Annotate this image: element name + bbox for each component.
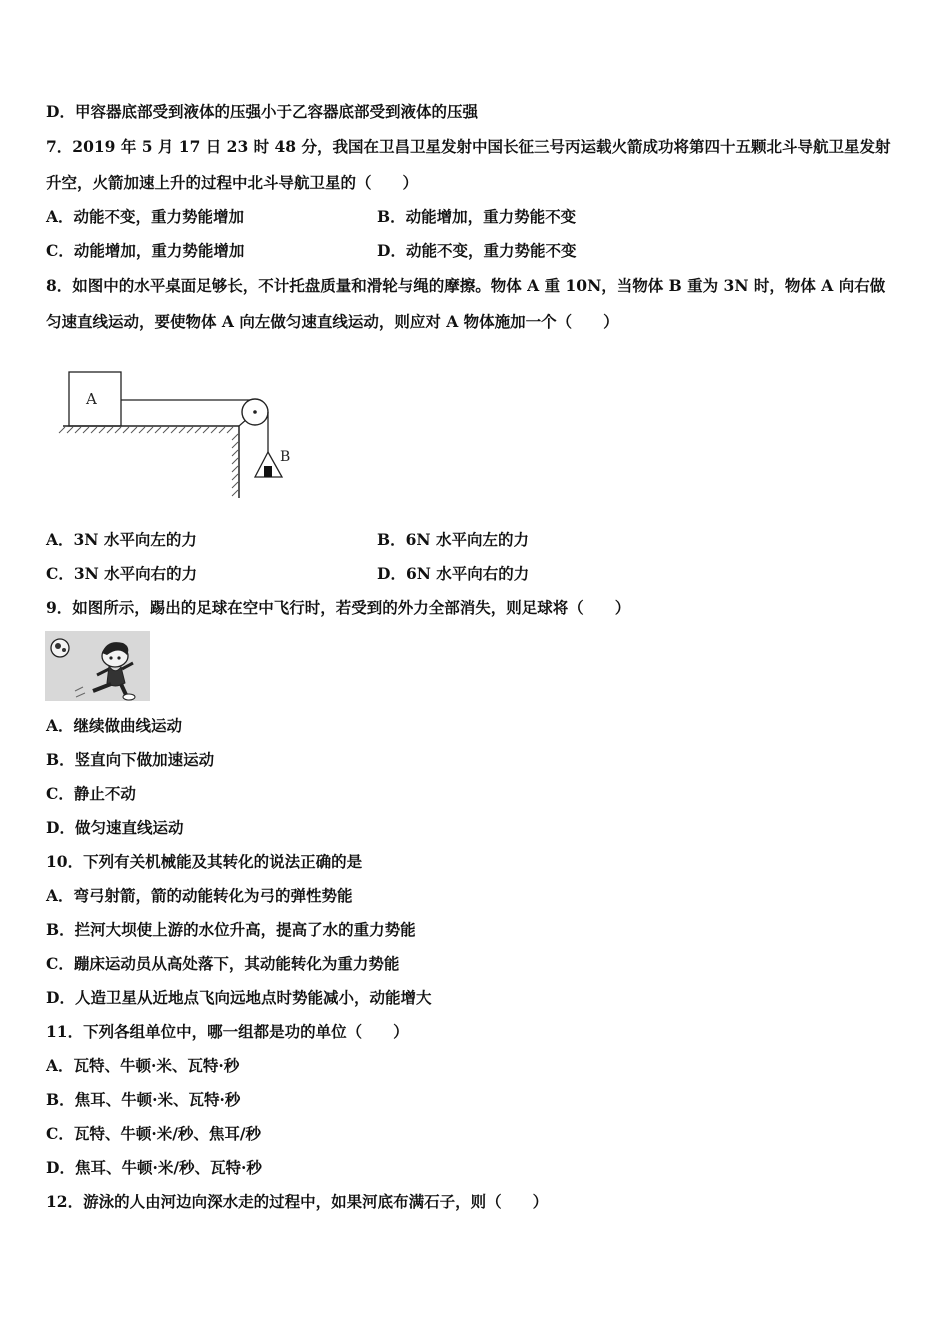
q11-option-c: C．瓦特、牛顿·米/秒、焦耳/秒 [46,1124,262,1143]
q11-option-a: A．瓦特、牛顿·米、瓦特·秒 [46,1056,240,1075]
soccer-kick-illustration [45,631,150,701]
q8-stem-line2: 匀速直线运动，要使物体 A 向左做匀速直线运动，则应对 A 物体施加一个（ ） [46,312,619,331]
q8-option-c: C．3N 水平向右的力 [46,564,198,583]
q7-stem-line2: 升空，火箭加速上升的过程中北斗导航卫星的（ ） [46,173,419,192]
q8-stem-line1: 8．如图中的水平桌面足够长，不计托盘质量和滑轮与绳的摩擦。物体 A 重 10N，当物体 B 重为 3N 时，物体 A 向右做 [46,276,886,295]
q6-option-d: D．甲容器底部受到液体的压强小于乙容器底部受到液体的压强 [46,102,478,121]
q8-option-b: B．6N 水平向左的力 [377,530,529,549]
q12-stem: 12．游泳的人由河边向深水走的过程中，如果河底布满石子，则（ ） [46,1192,549,1211]
edge-hatching [232,434,238,496]
pulley-diagram [55,360,305,505]
q9-option-b: B．竖直向下做加速运动 [46,750,215,769]
q8-option-d: D．6N 水平向右的力 [377,564,530,583]
q8-option-a: A．3N 水平向左的力 [46,530,197,549]
q7-option-a: A．动能不变，重力势能增加 [46,207,245,226]
q9-option-a: A．继续做曲线运动 [46,716,183,735]
q10-stem: 10．下列有关机械能及其转化的说法正确的是 [46,852,363,871]
weight-b [264,466,272,477]
q10-option-c: C．蹦床运动员从高处落下，其动能转化为重力势能 [46,954,400,973]
q7-option-c: C．动能增加，重力势能增加 [46,241,245,260]
q11-option-d: D．焦耳、牛顿·米/秒、瓦特·秒 [46,1158,262,1177]
q9-option-d: D．做匀速直线运动 [46,818,184,837]
q10-option-d: D．人造卫星从近地点飞向远地点时势能减小，动能增大 [46,988,432,1007]
q10-option-a: A．弯弓射箭，箭的动能转化为弓的弹性势能 [46,886,353,905]
q11-stem: 11．下列各组单位中，哪一组都是功的单位（ ） [46,1022,409,1041]
q7-option-d: D．动能不变，重力势能不变 [377,241,577,260]
tray-b-label: B [280,449,291,465]
table-hatching [59,427,233,433]
q10-option-b: B．拦河大坝使上游的水位升高，提高了水的重力势能 [46,920,416,939]
q9-stem: 9．如图所示，踢出的足球在空中飞行时，若受到的外力全部消失，则足球将（ ） [46,598,631,617]
pulley-axle [253,410,257,414]
q11-option-b: B．焦耳、牛顿·米、瓦特·秒 [46,1090,241,1109]
q9-option-c: C．静止不动 [46,784,136,803]
q7-option-b: B．动能增加，重力势能不变 [377,207,577,226]
q7-stem-line1: 7．2019 年 5 月 17 日 23 时 48 分，我国在卫昌卫星发射中国长征三号丙运载火箭成功将第四十五颗北斗导航卫星发射 [46,137,891,156]
block-a-label: A [86,390,97,408]
